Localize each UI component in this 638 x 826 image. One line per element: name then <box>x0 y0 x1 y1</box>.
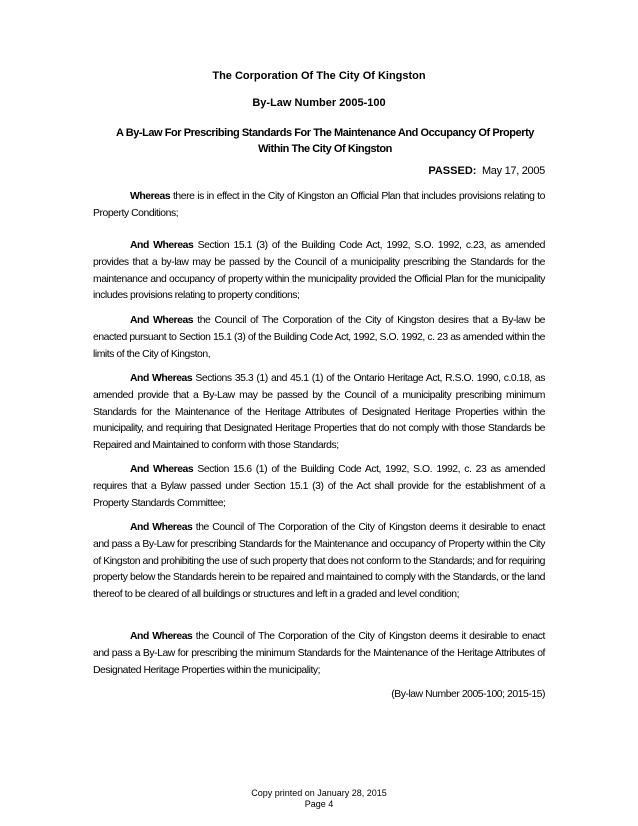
recital-lead: And Whereas <box>130 373 193 384</box>
recital-text: the Council of The Corporation of the City of Kingston deems it desirable to enact and pass a By-Law for prescribing Standards for the Maintenance and occupancy of Property within the City of Kingston and prohibiting the use of such property that does not conform to the Standards; and for requiring property below the Standards herein to be repaired and maintained to comply with the Standards, or the land thereof to be cleared of all buildings or structures and left in a graded and level condition; <box>93 522 545 601</box>
recital-lead: And Whereas <box>130 631 193 642</box>
recital-paragraph <box>93 189 545 223</box>
recital-text: Section 15.1 (3) of the Building Code Act, 1992, S.O. 1992, c.23, as amended provides that a by-law may be passed by the Council of a municipality prescribing the Standards for the maintenance and occupancy of property within the municipality provided the Official Plan for the municipality includes provisions relating to property conditions; <box>93 240 545 302</box>
footer-page-number: Page 4 <box>304 799 334 809</box>
recital-text: the Council of The Corporation of the City of Kingston deems it desirable to enact and pass a By-Law for prescribing the minimum Standards for the Maintenance of the Heritage Attributes of Designated Heritage Properties within the municipality; <box>93 631 545 676</box>
recital-lead: Whereas <box>130 191 171 202</box>
passed-date: May 17, 2005 <box>481 165 545 177</box>
amendment-reference: (By-law Number 2005-100; 2015-15) <box>391 689 545 700</box>
bylaw-number-heading: By-Law Number 2005-100 <box>252 97 386 109</box>
recital-lead: And Whereas <box>130 522 193 533</box>
recital-text: the Council of The Corporation of the City of Kingston desires that a By-law be enacted pursuant to Section 15.1 (3) of the Building Code Act, 1992, S.O. 1992, c. 23 as amended within the limits of the City of Kingston, <box>93 315 545 360</box>
recital-text: there is in effect in the City of Kingston an Official Plan that includes provisions relating to Property Conditions; <box>93 191 545 219</box>
recital-paragraph <box>93 462 545 512</box>
recital-paragraph <box>93 313 545 363</box>
recital-paragraph <box>93 629 545 679</box>
recital-paragraph <box>93 520 545 604</box>
recital-text: Section 15.6 (1) of the Building Code Act, 1992, S.O. 1992, c. 23 as amended requires that a Bylaw passed under Section 15.1 (3) of the Act shall provide for the establishment of a Property Standards Committee; <box>93 464 545 509</box>
recital-lead: And Whereas <box>130 240 194 251</box>
corporation-heading: The Corporation Of The City Of Kingston <box>212 70 426 82</box>
recital-paragraph <box>93 371 545 455</box>
passed-line <box>428 165 545 177</box>
footer-printed-date: Copy printed on January 28, 2015 <box>251 788 387 798</box>
recital-lead: And Whereas <box>130 315 194 326</box>
passed-label: PASSED: <box>428 165 477 177</box>
recital-lead: And Whereas <box>130 464 194 475</box>
recital-paragraph <box>93 238 545 305</box>
recital-text: Sections 35.3 (1) and 45.1 (1) of the Ontario Heritage Act, R.S.O. 1990, c.0.18, as amended provide that a By-Law may be passed by the Council of a municipality prescribing minimum Standards for the Maintenance of the Heritage Attributes of Designated Heritage Properties within the municipality, and requiring that Designated Heritage Properties that do not comply with those Standards be Repaired and Maintained to conform with those Standards; <box>93 373 546 452</box>
bylaw-title: A By-Law For Prescribing Standards For The Maintenance And Occupancy Of Property Within The City Of Kingston <box>116 127 534 155</box>
